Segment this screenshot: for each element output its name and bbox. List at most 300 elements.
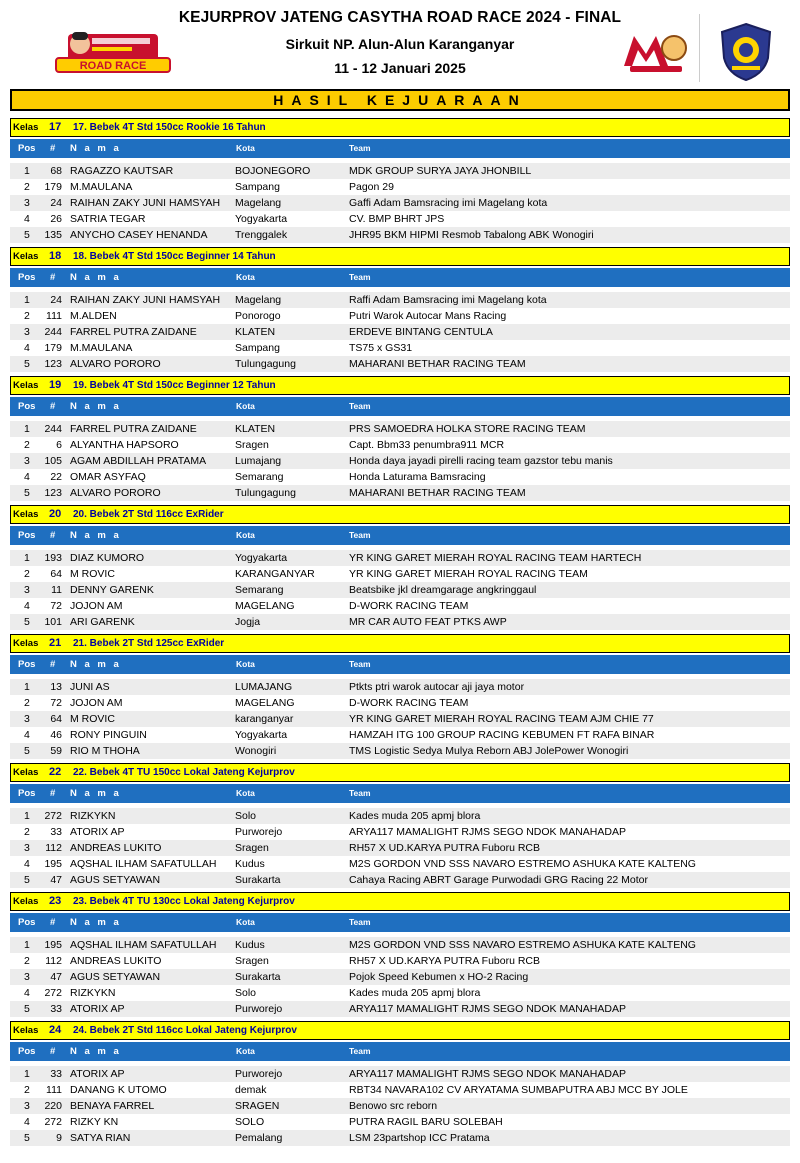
cell-number: 6: [56, 439, 62, 451]
cell-city: Yogyakarta: [235, 552, 288, 564]
table-row: [10, 1114, 790, 1130]
table-row: [10, 953, 790, 969]
table-row: [10, 985, 790, 1001]
cell-city: Sragen: [235, 439, 269, 451]
class-section: [10, 505, 790, 634]
mx-logo: [620, 28, 692, 76]
col-header-name: N a m a: [70, 530, 122, 541]
col-header-number: #: [50, 788, 56, 799]
cell-team: Honda daya jayadi pirelli racing team gazstor tebu manis: [349, 455, 613, 467]
cell-pos: 3: [24, 713, 30, 725]
cell-city: Sragen: [235, 955, 269, 967]
cell-team: TMS Logistic Sedya Mulya Reborn ABJ JolePower Wonogiri: [349, 745, 629, 757]
col-header-city: Kota: [236, 788, 255, 798]
cell-team: PRS SAMOEDRA HOLKA STORE RACING TEAM: [349, 423, 586, 435]
cell-city: BOJONEGORO: [235, 165, 311, 177]
kelas-label: Kelas: [13, 380, 39, 391]
cell-city: Purworejo: [235, 1068, 283, 1080]
kelas-label: Kelas: [13, 251, 39, 262]
class-name: 17. Bebek 4T Std 150cc Rookie 16 Tahun: [73, 122, 266, 133]
cell-team: MAHARANI BETHAR RACING TEAM: [349, 487, 526, 499]
col-header-team: Team: [349, 788, 371, 798]
cell-city: Purworejo: [235, 826, 283, 838]
class-number: 23: [49, 895, 62, 907]
cell-pos: 2: [24, 568, 30, 580]
col-header-city: Kota: [236, 530, 255, 540]
cell-number: 272: [44, 810, 62, 822]
cell-pos: 4: [24, 858, 30, 870]
cell-pos: 1: [24, 552, 30, 564]
table-row: [10, 598, 790, 614]
table-row: [10, 1082, 790, 1098]
cell-number: 68: [50, 165, 62, 177]
cell-team: MR CAR AUTO FEAT PTKS AWP: [349, 616, 507, 628]
class-name: 18. Bebek 4T Std 150cc Beginner 14 Tahun: [73, 251, 276, 262]
cell-number: 272: [44, 987, 62, 999]
cell-city: KLATEN: [235, 423, 276, 435]
table-row: [10, 1066, 790, 1082]
cell-city: Jogja: [235, 616, 261, 628]
col-header-number: #: [50, 401, 56, 412]
cell-number: 111: [46, 310, 62, 322]
cell-team: ARYA117 MAMALIGHT RJMS SEGO NDOK MANAHADAP: [349, 1068, 626, 1080]
kelas-label: Kelas: [13, 509, 39, 520]
cell-name: ARI GARENK: [70, 616, 135, 628]
col-header-pos: Pos: [18, 659, 36, 670]
col-header-pos: Pos: [18, 788, 36, 799]
cell-team: Raffi Adam Bamsracing imi Magelang kota: [349, 294, 547, 306]
cell-team: D-WORK RACING TEAM: [349, 697, 469, 709]
cell-team: RH57 X UD.KARYA PUTRA Fuboru RCB: [349, 955, 541, 967]
cell-name: AQSHAL ILHAM SAFATULLAH: [70, 939, 217, 951]
cell-name: AGAM ABDILLAH PRATAMA: [70, 455, 207, 467]
class-section: [10, 763, 790, 892]
cell-name: DIAZ KUMORO: [70, 552, 145, 564]
table-row: [10, 356, 790, 372]
table-row: [10, 711, 790, 727]
col-header-name: N a m a: [70, 143, 122, 154]
cell-name: ANYCHO CASEY HENANDA: [70, 229, 208, 241]
cell-team: LSM 23partshop ICC Pratama: [349, 1132, 490, 1144]
cell-name: M ROVIC: [70, 713, 115, 725]
table-row: [10, 679, 790, 695]
cell-number: 272: [44, 1116, 62, 1128]
col-header-city: Kota: [236, 1046, 255, 1056]
cell-team: D-WORK RACING TEAM: [349, 600, 469, 612]
class-title-bar: [10, 763, 790, 782]
col-header-city: Kota: [236, 917, 255, 927]
event-dates: 11 - 12 Januari 2025: [334, 60, 466, 76]
cell-pos: 5: [24, 1003, 30, 1015]
col-header-name: N a m a: [70, 1046, 122, 1057]
cell-name: JUNI AS: [70, 681, 110, 693]
cell-city: MAGELANG: [235, 697, 295, 709]
cell-city: Sampang: [235, 342, 280, 354]
class-title-bar: [10, 118, 790, 137]
cell-number: 105: [44, 455, 62, 467]
kelas-label: Kelas: [13, 638, 39, 649]
cell-name: RIZKYKN: [70, 810, 116, 822]
class-number: 20: [49, 508, 62, 520]
table-row: [10, 743, 790, 759]
cell-name: RAGAZZO KAUTSAR: [70, 165, 174, 177]
col-header-team: Team: [349, 530, 371, 540]
class-number: 22: [49, 766, 62, 778]
cell-city: Magelang: [235, 294, 282, 306]
cell-pos: 3: [24, 455, 30, 467]
cell-team: Gaffi Adam Bamsracing imi Magelang kota: [349, 197, 548, 209]
table-row: [10, 179, 790, 195]
cell-name: RAIHAN ZAKY JUNI HAMSYAH: [70, 294, 221, 306]
kelas-label: Kelas: [13, 1025, 39, 1036]
cell-number: 64: [50, 568, 62, 580]
svg-text:ROAD RACE: ROAD RACE: [79, 60, 147, 72]
col-header-name: N a m a: [70, 659, 122, 670]
cell-pos: 3: [24, 971, 30, 983]
event-title: KEJURPROV JATENG CASYTHA ROAD RACE 2024 - FINAL: [178, 9, 622, 26]
cell-team: Pagon 29: [349, 181, 394, 193]
col-header-pos: Pos: [18, 401, 36, 412]
cell-pos: 3: [24, 842, 30, 854]
results-banner: HASIL KEJUARAAN: [10, 89, 790, 111]
cell-number: 135: [44, 229, 62, 241]
cell-city: Semarang: [235, 584, 284, 596]
cell-name: ALYANTHA HAPSORO: [70, 439, 179, 451]
cell-team: RBT34 NAVARA102 CV ARYATAMA SUMBAPUTRA ABJ MCC BY JOLE: [349, 1084, 688, 1096]
cell-city: Wonogiri: [235, 745, 277, 757]
cell-city: Purworejo: [235, 1003, 283, 1015]
table-row: [10, 469, 790, 485]
table-row: [10, 453, 790, 469]
table-row: [10, 308, 790, 324]
cell-team: Beatsbike jkl dreamgarage angkringgaul: [349, 584, 537, 596]
cell-number: 26: [50, 213, 62, 225]
class-section: [10, 118, 790, 247]
cell-team: CV. BMP BHRT JPS: [349, 213, 445, 225]
table-row: [10, 195, 790, 211]
cell-name: RAIHAN ZAKY JUNI HAMSYAH: [70, 197, 221, 209]
cell-number: 64: [50, 713, 62, 725]
class-section: [10, 634, 790, 763]
col-header-number: #: [50, 659, 56, 670]
cell-pos: 4: [24, 471, 30, 483]
cell-pos: 4: [24, 600, 30, 612]
col-header-pos: Pos: [18, 272, 36, 283]
cell-number: 46: [50, 729, 62, 741]
cell-number: 72: [50, 697, 62, 709]
cell-pos: 3: [24, 584, 30, 596]
class-number: 17: [49, 121, 62, 133]
cell-name: ATORIX AP: [70, 1068, 125, 1080]
cell-name: RIZKY KN: [70, 1116, 119, 1128]
cell-number: 9: [56, 1132, 62, 1144]
cell-pos: 2: [24, 1084, 30, 1096]
table-row: [10, 485, 790, 501]
table-row: [10, 163, 790, 179]
cell-city: Kudus: [235, 858, 265, 870]
class-title-bar: [10, 505, 790, 524]
table-header: [10, 655, 790, 674]
cell-pos: 1: [24, 810, 30, 822]
cell-city: Solo: [235, 810, 257, 822]
cell-team: Ptkts ptri warok autocar aji jaya motor: [349, 681, 525, 693]
table-row: [10, 808, 790, 824]
col-header-name: N a m a: [70, 401, 122, 412]
col-header-number: #: [50, 1046, 56, 1057]
col-header-pos: Pos: [18, 530, 36, 541]
cell-pos: 5: [24, 874, 30, 886]
cell-name: FARREL PUTRA ZAIDANE: [70, 423, 197, 435]
kelas-label: Kelas: [13, 767, 39, 778]
cell-name: FARREL PUTRA ZAIDANE: [70, 326, 197, 338]
cell-name: M.MAULANA: [70, 342, 133, 354]
table-row: [10, 1098, 790, 1114]
cell-pos: 5: [24, 745, 30, 757]
cell-number: 195: [44, 858, 62, 870]
cell-team: ARYA117 MAMALIGHT RJMS SEGO NDOK MANAHADAP: [349, 826, 626, 838]
cell-city: Surakarta: [235, 874, 281, 886]
col-header-name: N a m a: [70, 788, 122, 799]
cell-number: 179: [44, 181, 62, 193]
cell-name: BENAYA FARREL: [70, 1100, 155, 1112]
cell-name: SATRIA TEGAR: [70, 213, 146, 225]
cell-pos: 3: [24, 1100, 30, 1112]
class-number: 21: [49, 637, 62, 649]
cell-pos: 2: [24, 181, 30, 193]
cell-team: Benowo src reborn: [349, 1100, 438, 1112]
header-separator: [699, 14, 700, 82]
class-name: 21. Bebek 2T Std 125cc ExRider: [73, 638, 225, 649]
cell-pos: 5: [24, 616, 30, 628]
col-header-name: N a m a: [70, 272, 122, 283]
cell-name: RIO M THOHA: [70, 745, 140, 757]
table-row: [10, 1001, 790, 1017]
cell-pos: 4: [24, 342, 30, 354]
cell-team: PUTRA RAGIL BARU SOLEBAH: [349, 1116, 503, 1128]
venue-title: Sirkuit NP. Alun-Alun Karanganyar: [285, 36, 515, 52]
cell-pos: 2: [24, 697, 30, 709]
cell-city: Pemalang: [235, 1132, 283, 1144]
table-row: [10, 566, 790, 582]
kelas-label: Kelas: [13, 896, 39, 907]
cell-city: Trenggalek: [235, 229, 288, 241]
cell-name: JOJON AM: [70, 600, 123, 612]
class-name: 20. Bebek 2T Std 116cc ExRider: [73, 509, 224, 520]
cell-team: YR KING GARET MIERAH ROYAL RACING TEAM: [349, 568, 588, 580]
cell-name: M ROVIC: [70, 568, 115, 580]
cell-city: Semarang: [235, 471, 284, 483]
cell-team: Cahaya Racing ABRT Garage Purwodadi GRG Racing 22 Motor: [349, 874, 649, 886]
document-header: [0, 0, 800, 88]
table-row: [10, 727, 790, 743]
table-header: [10, 397, 790, 416]
cell-name: RONY PINGUIN: [70, 729, 147, 741]
table-row: [10, 840, 790, 856]
cell-pos: 1: [24, 165, 30, 177]
class-title-bar: [10, 247, 790, 266]
col-header-city: Kota: [236, 659, 255, 669]
cell-name: SATYA RIAN: [70, 1132, 131, 1144]
cell-number: 72: [50, 600, 62, 612]
col-header-team: Team: [349, 659, 371, 669]
table-header: [10, 784, 790, 803]
cell-name: OMAR ASYFAQ: [70, 471, 146, 483]
col-header-team: Team: [349, 917, 371, 927]
cell-team: M2S GORDON VND SSS NAVARO ESTREMO ASHUKA KATE KALTENG: [349, 858, 696, 870]
cell-pos: 3: [24, 197, 30, 209]
cell-pos: 5: [24, 358, 30, 370]
table-row: [10, 437, 790, 453]
table-header: [10, 139, 790, 158]
cell-number: 11: [51, 584, 62, 596]
cell-name: M.ALDEN: [70, 310, 117, 322]
class-name: 19. Bebek 4T Std 150cc Beginner 12 Tahun: [73, 380, 276, 391]
cell-team: YR KING GARET MIERAH ROYAL RACING TEAM HARTECH: [349, 552, 642, 564]
col-header-number: #: [50, 530, 56, 541]
col-header-number: #: [50, 272, 56, 283]
table-header: [10, 526, 790, 545]
table-row: [10, 292, 790, 308]
cell-team: Kades muda 205 apmj blora: [349, 810, 481, 822]
table-row: [10, 421, 790, 437]
cell-city: SRAGEN: [235, 1100, 280, 1112]
cell-number: 123: [44, 358, 62, 370]
cell-name: JOJON AM: [70, 697, 123, 709]
class-name: 24. Bebek 2T Std 116cc Lokal Jateng Kejurprov: [73, 1025, 297, 1036]
cell-number: 244: [44, 423, 62, 435]
cell-team: RH57 X UD.KARYA PUTRA Fuboru RCB: [349, 842, 541, 854]
cell-name: ANDREAS LUKITO: [70, 842, 162, 854]
table-row: [10, 969, 790, 985]
class-name: 23. Bebek 4T TU 130cc Lokal Jateng Kejurprov: [73, 896, 295, 907]
cell-pos: 5: [24, 229, 30, 241]
class-title-bar: [10, 376, 790, 395]
cell-number: 24: [50, 294, 62, 306]
table-header: [10, 913, 790, 932]
col-header-team: Team: [349, 143, 371, 153]
cell-pos: 4: [24, 1116, 30, 1128]
table-row: [10, 614, 790, 630]
col-header-number: #: [50, 917, 56, 928]
cell-pos: 4: [24, 729, 30, 741]
cell-name: ALVARO PORORO: [70, 358, 161, 370]
class-number: 19: [49, 379, 62, 391]
col-header-team: Team: [349, 401, 371, 411]
cell-pos: 1: [24, 939, 30, 951]
table-row: [10, 1130, 790, 1146]
cell-number: 33: [50, 826, 62, 838]
cell-pos: 2: [24, 439, 30, 451]
cell-number: 47: [50, 971, 62, 983]
cell-pos: 2: [24, 955, 30, 967]
cell-team: M2S GORDON VND SSS NAVARO ESTREMO ASHUKA KATE KALTENG: [349, 939, 696, 951]
table-row: [10, 824, 790, 840]
cell-city: Solo: [235, 987, 257, 999]
table-row: [10, 937, 790, 953]
cell-city: Magelang: [235, 197, 282, 209]
cell-number: 123: [44, 487, 62, 499]
cell-number: 112: [45, 842, 62, 854]
imi-shield-logo: [718, 22, 774, 82]
table-header: [10, 1042, 790, 1061]
cell-team: YR KING GARET MIERAH ROYAL RACING TEAM AJM CHIE 77: [349, 713, 654, 725]
cell-team: MDK GROUP SURYA JAYA JHONBILL: [349, 165, 532, 177]
cell-team: Capt. Bbm33 penumbra911 MCR: [349, 439, 505, 451]
col-header-city: Kota: [236, 143, 255, 153]
cell-city: LUMAJANG: [235, 681, 293, 693]
cell-number: 47: [50, 874, 62, 886]
cell-number: 24: [50, 197, 62, 209]
table-row: [10, 550, 790, 566]
cell-pos: 4: [24, 987, 30, 999]
cell-name: ALVARO PORORO: [70, 487, 161, 499]
col-header-name: N a m a: [70, 917, 122, 928]
cell-name: AGUS SETYAWAN: [70, 971, 161, 983]
cell-pos: 1: [24, 423, 30, 435]
cell-pos: 2: [24, 826, 30, 838]
cell-team: Putri Warok Autocar Mans Racing: [349, 310, 507, 322]
results-tables: [10, 118, 790, 1150]
cell-name: ATORIX AP: [70, 1003, 125, 1015]
class-title-bar: [10, 634, 790, 653]
class-number: 24: [49, 1024, 62, 1036]
class-section: [10, 892, 790, 1021]
cell-pos: 1: [24, 681, 30, 693]
col-header-team: Team: [349, 1046, 371, 1056]
cell-city: KARANGANYAR: [235, 568, 315, 580]
col-header-pos: Pos: [18, 143, 36, 154]
cell-number: 179: [44, 342, 62, 354]
cell-city: Tulungagung: [235, 487, 296, 499]
cell-name: ATORIX AP: [70, 826, 125, 838]
cell-name: ANDREAS LUKITO: [70, 955, 162, 967]
cell-number: 13: [50, 681, 62, 693]
cell-name: AGUS SETYAWAN: [70, 874, 161, 886]
cell-number: 33: [50, 1003, 62, 1015]
cell-name: RIZKYKN: [70, 987, 116, 999]
col-header-city: Kota: [236, 272, 255, 282]
cell-city: Ponorogo: [235, 310, 281, 322]
cell-number: 112: [45, 955, 62, 967]
table-row: [10, 872, 790, 888]
table-row: [10, 211, 790, 227]
cell-pos: 5: [24, 487, 30, 499]
cell-pos: 5: [24, 1132, 30, 1144]
cell-number: 59: [50, 745, 62, 757]
cell-team: Kades muda 205 apmj blora: [349, 987, 481, 999]
cell-pos: 1: [24, 294, 30, 306]
cell-number: 195: [44, 939, 62, 951]
cell-number: 193: [44, 552, 62, 564]
cell-number: 244: [44, 326, 62, 338]
class-number: 18: [49, 250, 62, 262]
cell-name: DENNY GARENK: [70, 584, 154, 596]
cell-team: Honda Laturama Bamsracing: [349, 471, 486, 483]
cell-pos: 2: [24, 310, 30, 322]
cell-name: AQSHAL ILHAM SAFATULLAH: [70, 858, 217, 870]
cell-number: 101: [44, 616, 62, 628]
class-section: [10, 376, 790, 505]
table-row: [10, 695, 790, 711]
cell-pos: 3: [24, 326, 30, 338]
cell-number: 111: [46, 1084, 62, 1096]
cell-city: Kudus: [235, 939, 265, 951]
cell-city: Sampang: [235, 181, 280, 193]
cell-city: Yogyakarta: [235, 729, 288, 741]
cell-name: DANANG K UTOMO: [70, 1084, 167, 1096]
cell-name: M.MAULANA: [70, 181, 133, 193]
cell-pos: 4: [24, 213, 30, 225]
